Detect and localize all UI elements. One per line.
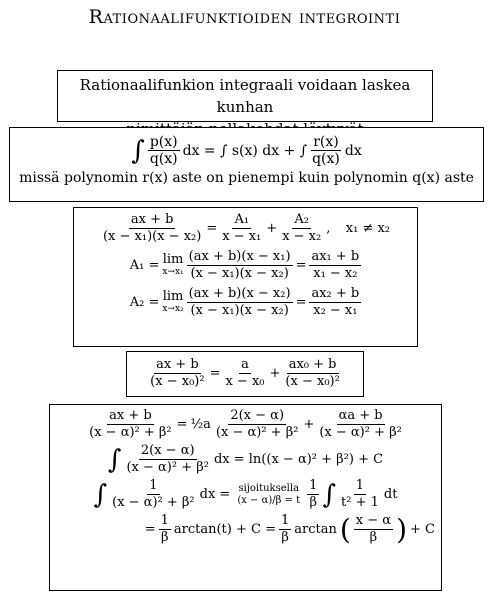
intro-line-1: Rationaalifunkion integraali voidaan laskea kunhan [79,76,411,116]
decomposition-box [9,127,484,202]
a1-formula: A₁ = lim x→x₁ $\frac{\text{(ax + b)(x − x₁)}}{\text{(x − x₁)(x − x₂)}}$ = $\frac{\text{ax₁ + b}}{\text{x₁ − x₂}}$ [129,249,360,281]
integral-sign: ∫ [107,444,122,475]
arctan-integral: ∫ $\frac{1}{\text{(x − α)² + β²}}$ dx = sijoituksella (x − α)/β = t $\frac{1}{\beta}$ ∫ $\frac{1}{\text{t² + 1}}$ dt [93,478,398,510]
integral-sign: ∫ [322,479,336,510]
decomposition-note: missä polynomin r(x) aste on pienempi kuin polynomin q(x) aste [19,170,474,186]
double-root-box [126,351,364,397]
distinct-decomposition: $\frac{ax + b}{\text{(x − x₁)(x − x₂)}}$ = $\frac{\text{A₁}}{\text{x − x₁}}$ + $\frac{\text{A₂}}{\text{x − x₂}}$ , x₁ ≠ x₂ [102,212,391,244]
intro-box [57,70,433,122]
a2-formula: A₂ = lim x→x₂ $\frac{\text{(ax + b)(x − x₂)}}{\text{(x − x₁)(x − x₂)}}$ = $\frac{\text{ax₂ + b}}{\text{x₂ − x₁}}$ [129,286,360,318]
arctan-result: = $\frac{1}{\beta}$ arctan(t) + C = $\frac{1}{\beta}$ arctan ( $\frac{x - \alpha}{\beta}$ ) + C [144,512,435,546]
complex-decomposition: $\frac{ax + b}{\text{(x − α)² + β²}}$ = ½a $\frac{2(x - \alpha)}{\text{(x − α)² + β²}}$ + $\frac{\alpha a + b}{\text{(x − α)² + β²}}$ [89,408,402,440]
distinct-condition: x₁ ≠ x₂ [345,221,391,236]
integral-sign: ∫ [131,135,145,166]
distinct-roots-box [73,207,418,347]
double-root-formula: $\frac{ax + b}{\text{(x − x₀)²}}$ = $\frac{a}{\text{x − x₀}}$ + $\frac{\text{ax₀ + b}}{\text{(x − x₀)²}}$ [150,357,340,389]
remainder-fraction: $\frac{r(x)}{q(x)}$ [312,134,340,167]
log-integral: ∫ $\frac{2(x - \alpha)}{\text{(x − α)² + β²}}$ dx = ln((x − α)² + β²) + C [107,443,384,475]
integral-sign: ∫ [93,479,108,510]
decomposition-formula: ∫ $\frac{p(x)}{q(x)}$ dx = ∫ s(x) dx + ∫ $\frac{r(x)}{q(x)}$ dx [131,134,362,167]
substitution-note: sijoituksella (x − α)/β = t [237,482,301,506]
decomposition-middle: dx = ∫ s(x) dx + ∫ [182,142,308,159]
integrand-fraction: $\frac{p(x)}{q(x)}$ [149,134,178,167]
complex-roots-box [49,404,442,591]
page-title: Rationaalifunktioiden integrointi [88,6,401,28]
